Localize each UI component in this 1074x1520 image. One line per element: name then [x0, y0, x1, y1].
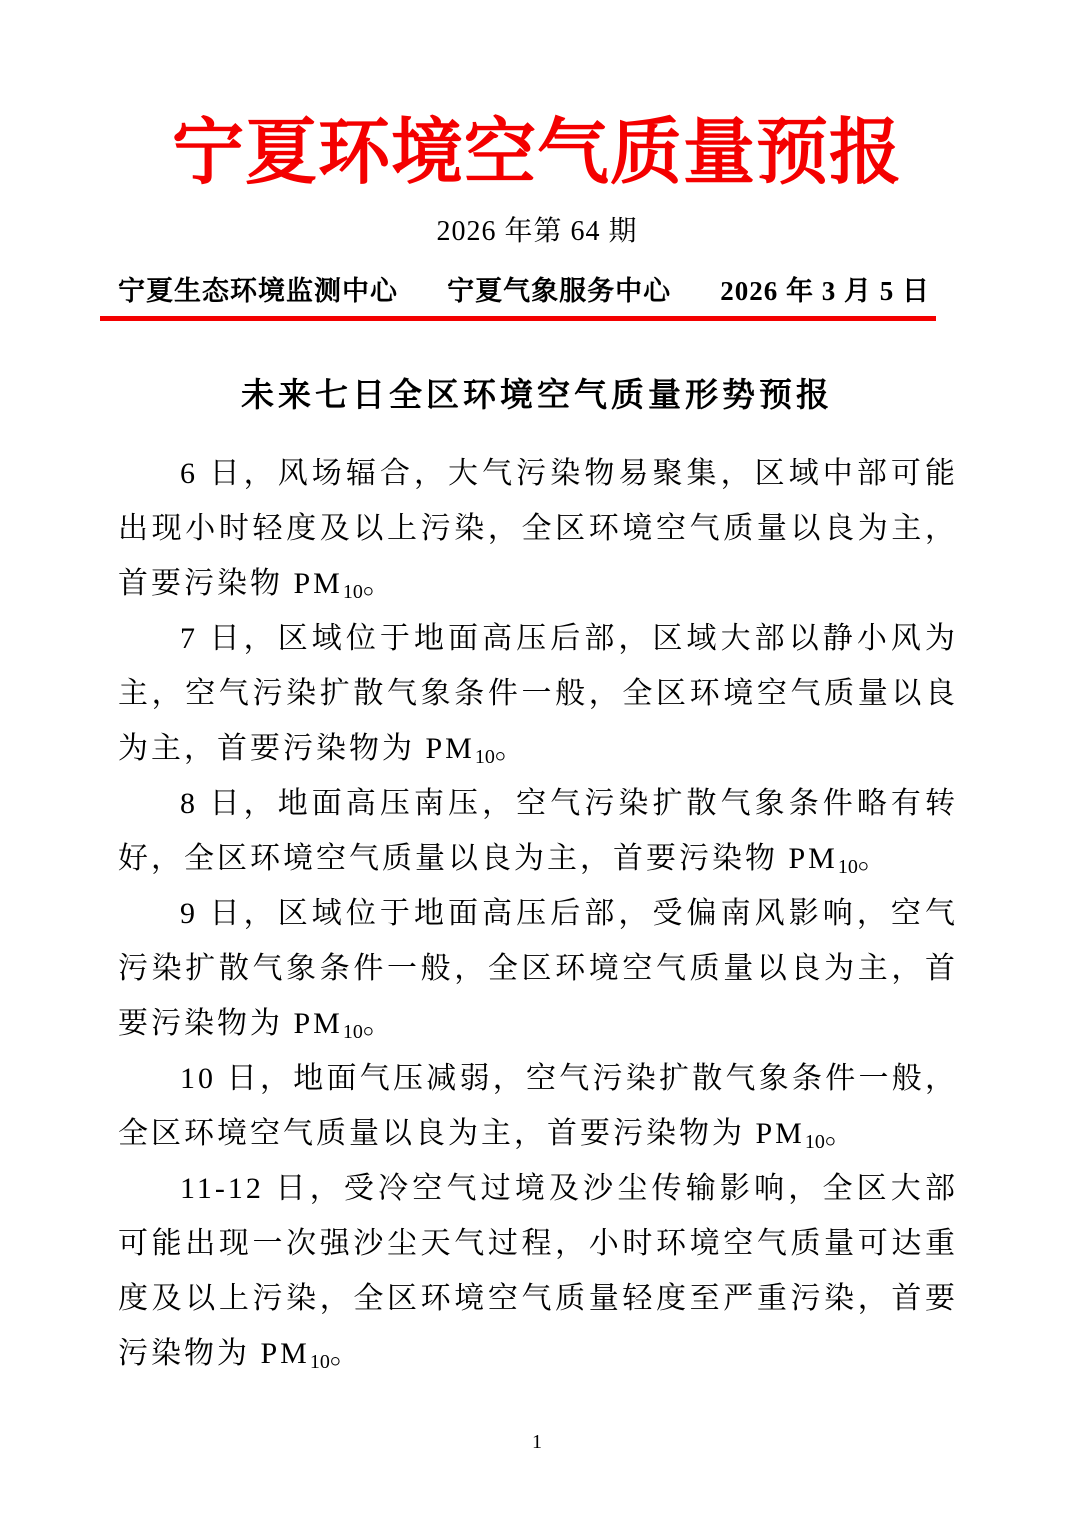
- pollutant-subscript: 10: [804, 1130, 825, 1153]
- issue-number: 2026 年第 64 期: [436, 215, 638, 247]
- pollutant-subscript: 10: [342, 1020, 363, 1043]
- header-middle-org: 宁夏气象服务中心: [447, 275, 672, 306]
- forecast-paragraph: 10 日，地面气压减弱，空气污染扩散气象条件一般，全区环境空气质量以良为主，首要污染物为 $PM_{10}$。: [118, 1061, 958, 1153]
- pollutant-subscript: 10: [309, 1350, 330, 1373]
- forecast-paragraph: 8 日，地面高压南压，空气污染扩散气象条件略有转好，全区环境空气质量以良为主，首要污染物 $PM_{10}$。: [118, 786, 958, 878]
- forecast-body: [118, 446, 958, 1381]
- pollutant-subscript: 10: [342, 580, 363, 603]
- forecast-paragraph: 9 日，区域位于地面高压后部，受偏南风影响，空气污染扩散气象条件一般，全区环境空气质量以良为主，首要污染物为 $PM_{10}$。: [118, 896, 958, 1043]
- header-row: [118, 269, 930, 308]
- page-number: 1: [532, 1431, 542, 1453]
- pollutant-subscript: 10: [474, 745, 495, 768]
- forecast-paragraph: 11-12 日，受冷空气过境及沙尘传输影响，全区大部可能出现一次强沙尘天气过程，小时环境空气质量可达重度及以上污染，全区环境空气质量轻度至严重污染，首要污染物为 $PM_{10}$。: [118, 1171, 958, 1373]
- forecast-paragraph: 6 日，风场辐合，大气污染物易聚集，区域中部可能出现小时轻度及以上污染，全区环境空气质量以良为主，首要污染物 $PM_{10}$。: [118, 456, 958, 603]
- forecast-paragraph: 7 日，区域位于地面高压后部，区域大部以静小风为主，空气污染扩散气象条件一般，全区环境空气质量以良为主，首要污染物为 $PM_{10}$。: [118, 621, 958, 768]
- header-left-org: 宁夏生态环境监测中心: [118, 275, 398, 306]
- section-title: 未来七日全区环境空气质量形势预报: [241, 375, 833, 413]
- pollutant-subscript: 10: [837, 855, 858, 878]
- red-divider: [100, 316, 936, 321]
- header-date: 2026 年 3 月 5 日: [720, 275, 930, 306]
- document-title: 宁夏环境空气质量预报: [171, 113, 902, 193]
